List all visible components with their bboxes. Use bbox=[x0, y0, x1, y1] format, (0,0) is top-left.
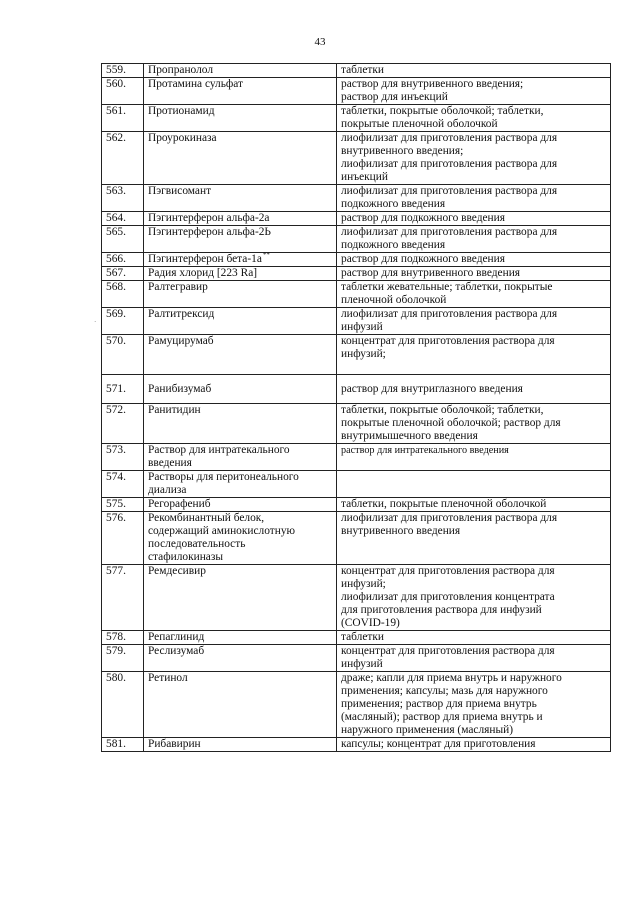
drug-name bbox=[144, 645, 337, 672]
dosage-forms bbox=[337, 226, 611, 253]
dosage-form-line: концентрат для приготовления раствора для bbox=[341, 645, 555, 657]
dosage-form-line: лиофилизат для приготовления раствора для bbox=[341, 512, 558, 524]
drug-name-line: диализа bbox=[148, 484, 187, 496]
dosage-form-line: лиофилизат для приготовления раствора для bbox=[341, 158, 558, 170]
drug-name bbox=[144, 78, 337, 105]
table-row bbox=[102, 105, 611, 132]
dosage-forms bbox=[337, 404, 611, 444]
dosage-form-line: внутримышечного введения bbox=[341, 430, 478, 442]
dosage-form-line: наружного применения (масляный) bbox=[341, 724, 514, 736]
dosage-form-line: таблетки жевательные; таблетки, покрытые bbox=[341, 281, 553, 293]
drug-name bbox=[144, 185, 337, 212]
drug-name bbox=[144, 281, 337, 308]
dosage-forms bbox=[337, 672, 611, 738]
dosage-form-line: раствор для внутривенного введения; bbox=[341, 78, 524, 90]
drug-name-line: Ранитидин bbox=[148, 404, 201, 416]
dosage-forms bbox=[337, 335, 611, 375]
row-number: 579. bbox=[102, 645, 144, 672]
dosage-form-line: инфузий; bbox=[341, 348, 386, 360]
dosage-form-line: таблетки, покрытые оболочкой; таблетки, bbox=[341, 404, 544, 416]
drug-name-line: введения bbox=[148, 457, 192, 469]
drug-name bbox=[144, 226, 337, 253]
table-row bbox=[102, 645, 611, 672]
row-number: 574. bbox=[102, 471, 144, 498]
dosage-forms bbox=[337, 471, 611, 498]
scan-mark: · bbox=[94, 318, 97, 326]
drug-list-table bbox=[101, 63, 611, 752]
row-number: 563. bbox=[102, 185, 144, 212]
drug-name-line: Ралтитрексид bbox=[148, 308, 215, 320]
table-row bbox=[102, 78, 611, 105]
table-row bbox=[102, 212, 611, 226]
dosage-form-line: драже; капли для приема внутрь и наружного bbox=[341, 672, 562, 684]
table-row bbox=[102, 498, 611, 512]
table-row bbox=[102, 267, 611, 281]
drug-name bbox=[144, 444, 337, 471]
drug-name-line: Рамуцирумаб bbox=[148, 335, 214, 347]
drug-name bbox=[144, 565, 337, 631]
dosage-form-line: применения; раствор для приема внутрь bbox=[341, 698, 537, 710]
dosage-form-line: раствор для инъекций bbox=[341, 91, 448, 103]
row-number: 567. bbox=[102, 267, 144, 281]
table-row bbox=[102, 132, 611, 185]
dosage-form-line: (COVID-19) bbox=[341, 617, 400, 629]
drug-name-text: Пэгинтерферон бета-1а bbox=[148, 253, 262, 265]
drug-name bbox=[144, 335, 337, 375]
drug-name-line: Ремдесивир bbox=[148, 565, 206, 577]
dosage-forms bbox=[337, 185, 611, 212]
dosage-forms bbox=[337, 281, 611, 308]
drug-name-line: Рекомбинантный белок, bbox=[148, 512, 265, 524]
row-number: 564. bbox=[102, 212, 144, 226]
dosage-form-line: концентрат для приготовления раствора для bbox=[341, 335, 555, 347]
table-row bbox=[102, 565, 611, 631]
row-number: 561. bbox=[102, 105, 144, 132]
dosage-forms bbox=[337, 645, 611, 672]
drug-name-line: содержащий аминокислотную bbox=[148, 525, 296, 537]
dosage-form-line: лиофилизат для приготовления раствора для bbox=[341, 132, 558, 144]
dosage-forms bbox=[337, 565, 611, 631]
dosage-forms bbox=[337, 738, 611, 752]
drug-name bbox=[144, 308, 337, 335]
dosage-forms bbox=[337, 631, 611, 645]
drug-name bbox=[144, 404, 337, 444]
footnote-mark: ** bbox=[262, 251, 270, 259]
dosage-form-line: лиофилизат для приготовления раствора для bbox=[341, 308, 558, 320]
dosage-form-line: концентрат для приготовления раствора для bbox=[341, 565, 555, 577]
dosage-form-line: раствор для внутривенного введения bbox=[341, 267, 521, 279]
row-number: 575. bbox=[102, 498, 144, 512]
dosage-form-line: подкожного введения bbox=[341, 239, 446, 251]
dosage-forms bbox=[337, 512, 611, 565]
dosage-forms bbox=[337, 253, 611, 267]
drug-name bbox=[144, 512, 337, 565]
dosage-forms bbox=[337, 267, 611, 281]
drug-name-line: последовательность bbox=[148, 538, 246, 550]
drug-name-line: Ретинол bbox=[148, 672, 188, 684]
dosage-form-line: применения; капсулы; мазь для наружного bbox=[341, 685, 548, 697]
dosage-form-line: подкожного введения bbox=[341, 198, 446, 210]
page-number: 43 bbox=[314, 36, 326, 48]
table-row bbox=[102, 672, 611, 738]
drug-name-line: Пэгинтерферон альфа-2а bbox=[148, 212, 270, 224]
table-row bbox=[102, 308, 611, 335]
dosage-form-line: покрытые пленочной оболочкой bbox=[341, 118, 498, 130]
drug-name bbox=[144, 132, 337, 185]
row-number: 576. bbox=[102, 512, 144, 565]
dosage-form-line: капсулы; концентрат для приготовления bbox=[341, 738, 536, 750]
row-number: 578. bbox=[102, 631, 144, 645]
row-number: 570. bbox=[102, 335, 144, 375]
dosage-form-line: раствор для внутриглазного введения bbox=[341, 382, 523, 395]
dosage-form-line: раствор для подкожного введения bbox=[341, 212, 505, 224]
table-row bbox=[102, 185, 611, 212]
dosage-form-line: инфузий bbox=[341, 658, 383, 670]
row-number: 569. bbox=[102, 308, 144, 335]
dosage-form-line: таблетки bbox=[341, 64, 385, 76]
drug-name bbox=[144, 738, 337, 752]
drug-name-line bbox=[148, 253, 332, 266]
drug-name bbox=[144, 631, 337, 645]
row-number: 566. bbox=[102, 253, 144, 267]
drug-name bbox=[144, 64, 337, 78]
drug-name-line: Протамина сульфат bbox=[148, 78, 244, 90]
drug-name bbox=[144, 253, 337, 267]
row-number: 581. bbox=[102, 738, 144, 752]
drug-name-line: Растворы для перитонеального bbox=[148, 471, 299, 483]
dosage-form-line: покрытые пленочной оболочкой; раствор для bbox=[341, 417, 561, 429]
table-row bbox=[102, 738, 611, 752]
dosage-forms bbox=[337, 498, 611, 512]
drug-name-line: Репаглинид bbox=[148, 631, 205, 643]
table-row bbox=[102, 335, 611, 375]
drug-name-line: стафилокиназы bbox=[148, 551, 224, 563]
dosage-form-line: лиофилизат для приготовления раствора для bbox=[341, 226, 558, 238]
dosage-form-line: пленочной оболочкой bbox=[341, 294, 447, 306]
drug-name-line: Реслизумаб bbox=[148, 645, 205, 657]
drug-name bbox=[144, 471, 337, 498]
row-number: 565. bbox=[102, 226, 144, 253]
row-number: 559. bbox=[102, 64, 144, 78]
table-row bbox=[102, 631, 611, 645]
drug-name-line: Проурокиназа bbox=[148, 132, 217, 144]
dosage-form-line: лиофилизат для приготовления концентрата bbox=[341, 591, 555, 603]
table-row bbox=[102, 375, 611, 404]
drug-name bbox=[144, 105, 337, 132]
drug-name-line: Пропранолол bbox=[148, 64, 214, 76]
drug-name bbox=[144, 498, 337, 512]
dosage-form-line: раствор для подкожного введения bbox=[341, 253, 505, 265]
table-row bbox=[102, 404, 611, 444]
table-row bbox=[102, 471, 611, 498]
dosage-form-line: раствор для интратекального введения bbox=[341, 445, 509, 456]
dosage-form-line: лиофилизат для приготовления раствора для bbox=[341, 185, 558, 197]
dosage-form-line: внутривенного введения; bbox=[341, 145, 464, 157]
dosage-form-line: инфузий; bbox=[341, 578, 386, 590]
drug-name bbox=[144, 672, 337, 738]
dosage-form-line: внутривенного введения bbox=[341, 525, 461, 537]
dosage-form-line: таблетки, покрытые оболочкой; таблетки, bbox=[341, 105, 544, 117]
table-row bbox=[102, 512, 611, 565]
row-number: 571. bbox=[102, 375, 144, 404]
row-number: 572. bbox=[102, 404, 144, 444]
drug-name bbox=[144, 212, 337, 226]
dosage-forms bbox=[337, 375, 611, 404]
drug-name-line: Рибавирин bbox=[148, 738, 201, 750]
dosage-form-line: таблетки bbox=[341, 631, 385, 643]
drug-name-line: Раствор для интратекального bbox=[148, 444, 290, 456]
table-row bbox=[102, 64, 611, 78]
row-number: 562. bbox=[102, 132, 144, 185]
table-row bbox=[102, 281, 611, 308]
dosage-form-line: (масляный); раствор для приема внутрь и bbox=[341, 711, 543, 723]
dosage-form-line: для приготовления раствора для инфузий bbox=[341, 604, 542, 616]
dosage-form-line: инфузий bbox=[341, 321, 383, 333]
row-number: 560. bbox=[102, 78, 144, 105]
dosage-form-line: таблетки, покрытые пленочной оболочкой bbox=[341, 498, 547, 510]
drug-name-line: Ранибизумаб bbox=[148, 382, 212, 395]
row-number: 568. bbox=[102, 281, 144, 308]
row-number: 577. bbox=[102, 565, 144, 631]
drug-name-line: Пэгинтерферон альфа-2Ь bbox=[148, 226, 271, 238]
drug-name-line: Пэгвисомант bbox=[148, 185, 212, 197]
drug-name bbox=[144, 267, 337, 281]
dosage-forms bbox=[337, 64, 611, 78]
row-number: 573. bbox=[102, 444, 144, 471]
drug-name bbox=[144, 375, 337, 404]
dosage-forms bbox=[337, 132, 611, 185]
drug-name-line: Протионамид bbox=[148, 105, 215, 117]
dosage-forms bbox=[337, 105, 611, 132]
table-row bbox=[102, 444, 611, 471]
table-row bbox=[102, 226, 611, 253]
dosage-form-line: инъекций bbox=[341, 171, 388, 183]
dosage-forms bbox=[337, 308, 611, 335]
dosage-forms bbox=[337, 212, 611, 226]
drug-name-line: Регорафениб bbox=[148, 498, 211, 510]
drug-name-line: Радия хлорид [223 Ra] bbox=[148, 267, 258, 279]
dosage-forms bbox=[337, 444, 611, 471]
table-row bbox=[102, 253, 611, 267]
dosage-forms bbox=[337, 78, 611, 105]
drug-name-line: Ралтегравир bbox=[148, 281, 208, 293]
row-number: 580. bbox=[102, 672, 144, 738]
